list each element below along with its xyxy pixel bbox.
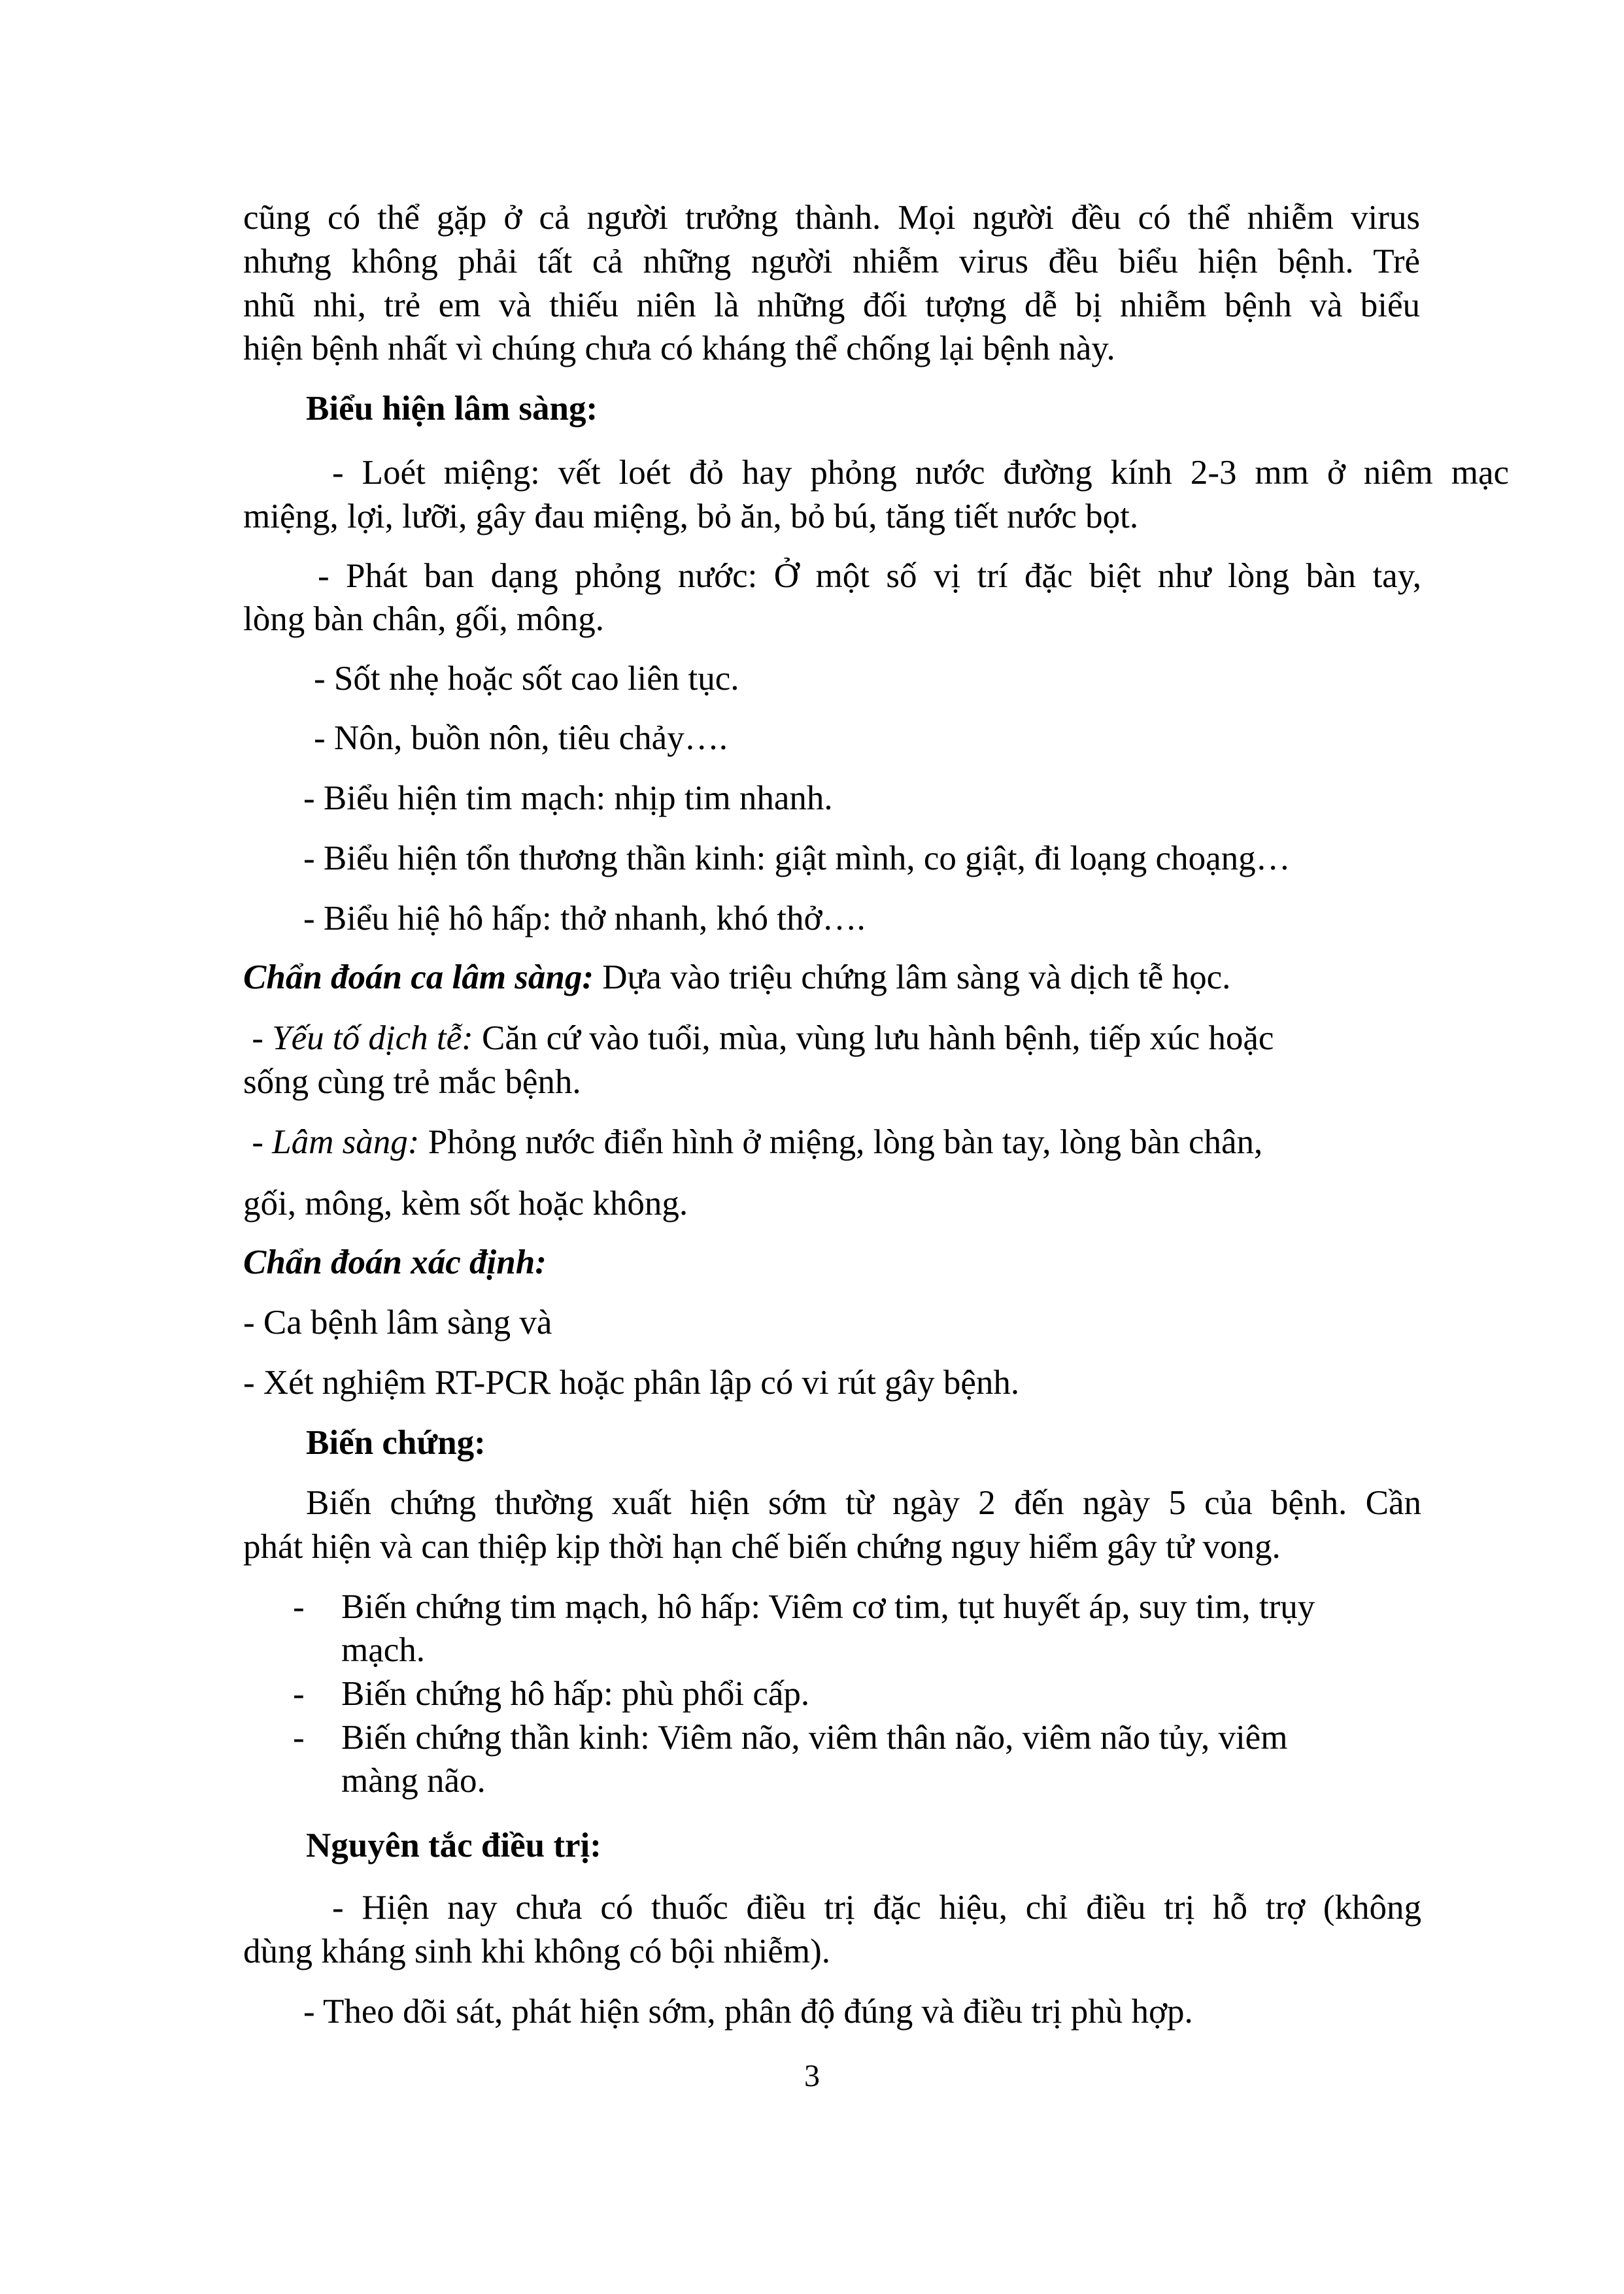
diagnosis-epi-label: Yếu tố dịch tễ: [272, 1019, 473, 1057]
diagnosis-epi-line-2: sống cùng trẻ mắc bệnh. [243, 1063, 581, 1101]
list-bullet: - [293, 1719, 305, 1757]
section-heading-treatment: Nguyên tắc điều trị: [306, 1827, 601, 1864]
paragraph-line: nhũ nhi, trẻ em và thiếu niên là những đối tượng dễ bị nhiễm bệnh và biểu [243, 286, 1420, 324]
diagnosis-confirm-item: - Xét nghiệm RT-PCR hoặc phân lập có vi rút gây bệnh. [243, 1364, 1020, 1402]
diagnosis-clin-text: Phỏng nước điển hình ở miệng, lòng bàn tay, lòng bàn chân, [419, 1123, 1263, 1161]
diagnosis-confirm-heading: Chẩn đoán xác định: [243, 1243, 547, 1281]
treatment-line: - Theo dõi sát, phát hiện sớm, phân độ đúng và điều trị phù hợp. [303, 1993, 1193, 2031]
paragraph-line: nhưng không phải tất cả những người nhiễm virus đều biểu hiện bệnh. Trẻ [243, 243, 1420, 280]
symptom-respiratory: - Biểu hiệ hô hấp: thở nhanh, khó thở…. [303, 900, 866, 937]
symptom-fever: - Sốt nhẹ hoặc sốt cao liên tục. [314, 660, 739, 698]
paragraph-line: hiện bệnh nhất vì chúng chưa có kháng thể chống lại bệnh này. [243, 329, 1115, 367]
symptom-neuro: - Biểu hiện tổn thương thần kinh: giật mình, co giật, đi loạng choạng… [303, 839, 1291, 877]
complications-intro-line: Biến chứng thường xuất hiện sớm từ ngày 2 đến ngày 5 của bệnh. Cần [306, 1484, 1421, 1522]
symptom-ulcer-line: - Loét miệng: vết loét đỏ hay phỏng nước đường kính 2-3 mm ở niêm mạc [332, 454, 1509, 492]
treatment-line: dùng kháng sinh khi không có bội nhiễm). [243, 1932, 830, 1970]
section-heading-clinical: Biểu hiện lâm sàng: [306, 390, 598, 428]
complication-item: Biến chứng thần kinh: Viêm não, viêm thân não, viêm não tủy, viêm [341, 1719, 1288, 1757]
symptom-rash-line: lòng bàn chân, gối, mông. [243, 600, 604, 638]
diagnosis-epi-line [243, 1017, 1420, 1060]
section-heading-complications: Biến chứng: [306, 1424, 486, 1462]
diagnosis-clin-line [243, 1121, 1420, 1164]
symptom-cardio: - Biểu hiện tim mạch: nhịp tim nhanh. [303, 779, 833, 817]
diagnosis-clin-line-2: gối, mông, kèm sốt hoặc không. [243, 1185, 688, 1223]
diagnosis-confirm-item: - Ca bệnh lâm sàng và [243, 1304, 552, 1341]
paragraph-line: cũng có thể gặp ở cả người trưởng thành. Mọi người đều có thể nhiễm virus [243, 199, 1420, 237]
complications-intro-line: phát hiện và can thiệp kịp thời hạn chế biến chứng nguy hiểm gây tử vong. [243, 1528, 1281, 1566]
symptom-ulcer-line: miệng, lợi, lưỡi, gây đau miệng, bỏ ăn, bỏ bú, tăng tiết nước bọt. [243, 498, 1139, 535]
dash: - [243, 1019, 273, 1057]
diagnosis-clinical-text: Dựa vào triệu chứng lâm sàng và dịch tễ học. [594, 958, 1231, 996]
diagnosis-clin-label: Lâm sàng: [272, 1123, 420, 1161]
complication-item: Biến chứng tim mạch, hô hấp: Viêm cơ tim, tụt huyết áp, suy tim, trụy [341, 1588, 1315, 1626]
complication-item-cont: màng não. [341, 1762, 486, 1800]
diagnosis-epi-text: Căn cứ vào tuổi, mùa, vùng lưu hành bệnh, tiếp xúc hoặc [473, 1019, 1274, 1057]
symptom-vomit: - Nôn, buồn nôn, tiêu chảy…. [314, 719, 728, 757]
dash: - [243, 1123, 273, 1161]
diagnosis-clinical-heading: Chẩn đoán ca lâm sàng: [243, 958, 594, 996]
list-bullet: - [293, 1588, 305, 1626]
symptom-rash-line: - Phát ban dạng phỏng nước: Ở một số vị trí đặc biệt như lòng bàn tay, [318, 557, 1421, 595]
complication-item-cont: mạch. [341, 1631, 426, 1669]
page-number: 3 [804, 2059, 820, 2093]
treatment-line: - Hiện nay chưa có thuốc điều trị đặc hiệu, chỉ điều trị hỗ trợ (không [332, 1889, 1421, 1927]
diagnosis-clinical-line [243, 956, 1420, 999]
complication-item: Biến chứng hô hấp: phù phổi cấp. [341, 1675, 810, 1713]
list-bullet: - [293, 1675, 305, 1713]
